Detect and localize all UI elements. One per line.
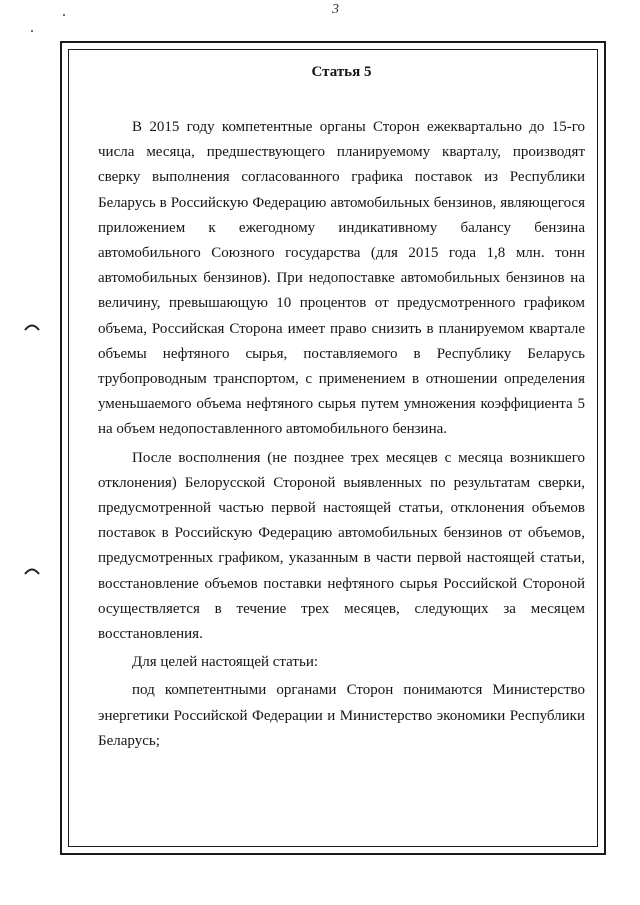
paragraph: Для целей настоящей статьи:: [132, 654, 319, 671]
margin-arc-icon: [23, 564, 41, 578]
scan-speck: [63, 14, 65, 16]
margin-arc-icon: [23, 320, 41, 334]
paragraph: В 2015 году компетентные органы Сторон ежеквартально до 15-го числа месяца, предшествующего планируемому кварталу, производят сверку выполнения согласованного графика поставок из Республики Беларусь в Российскую Федерацию автомобильных бензинов, являющегося приложением к ежегодному индикативному балансу бензина автомобильного Союзного государства (для 2015 года 1,8 млн. тонн автомобильных бензинов). При недопоставке автомобильных бензинов на величину, превышающую 10 процентов от предусмотренного графиком объема, Российская Сторона имеет право снизить в планируемом квартале объемы нефтяного сырья, поставляемого в Республику Беларусь трубопроводным транспортом, с применением в отношении определения уменьшаемого объема нефтяного сырья путем умножения коэффициента 5 на объем недопоставленного автомобильного бензина.: [98, 119, 585, 438]
paragraph: После восполнения (не позднее трех месяцев с месяца возникшего отклонения) Белорусской Стороной выявленных по результатам сверки, предусмотренной частью первой настоящей статьи, отклонения объемов поставок в Российскую Федерацию автомобильных бензинов от объемов, предусмотренных графиком, указанным в части первой настоящей статьи, восстановление объемов поставки нефтяного сырья Российской Стороной осуществляется в течение трех месяцев, следующих за месяцем восстановления.: [98, 449, 585, 643]
scan-speck: [31, 30, 33, 32]
article-body: [98, 60, 585, 757]
paragraph: под компетентными органами Сторон понимаются Министерство энергетики Российской Федерации и Министерство экономики Республики Беларусь;: [98, 682, 585, 749]
page-number: 3: [332, 2, 339, 17]
article-title: Статья 5: [311, 64, 372, 80]
